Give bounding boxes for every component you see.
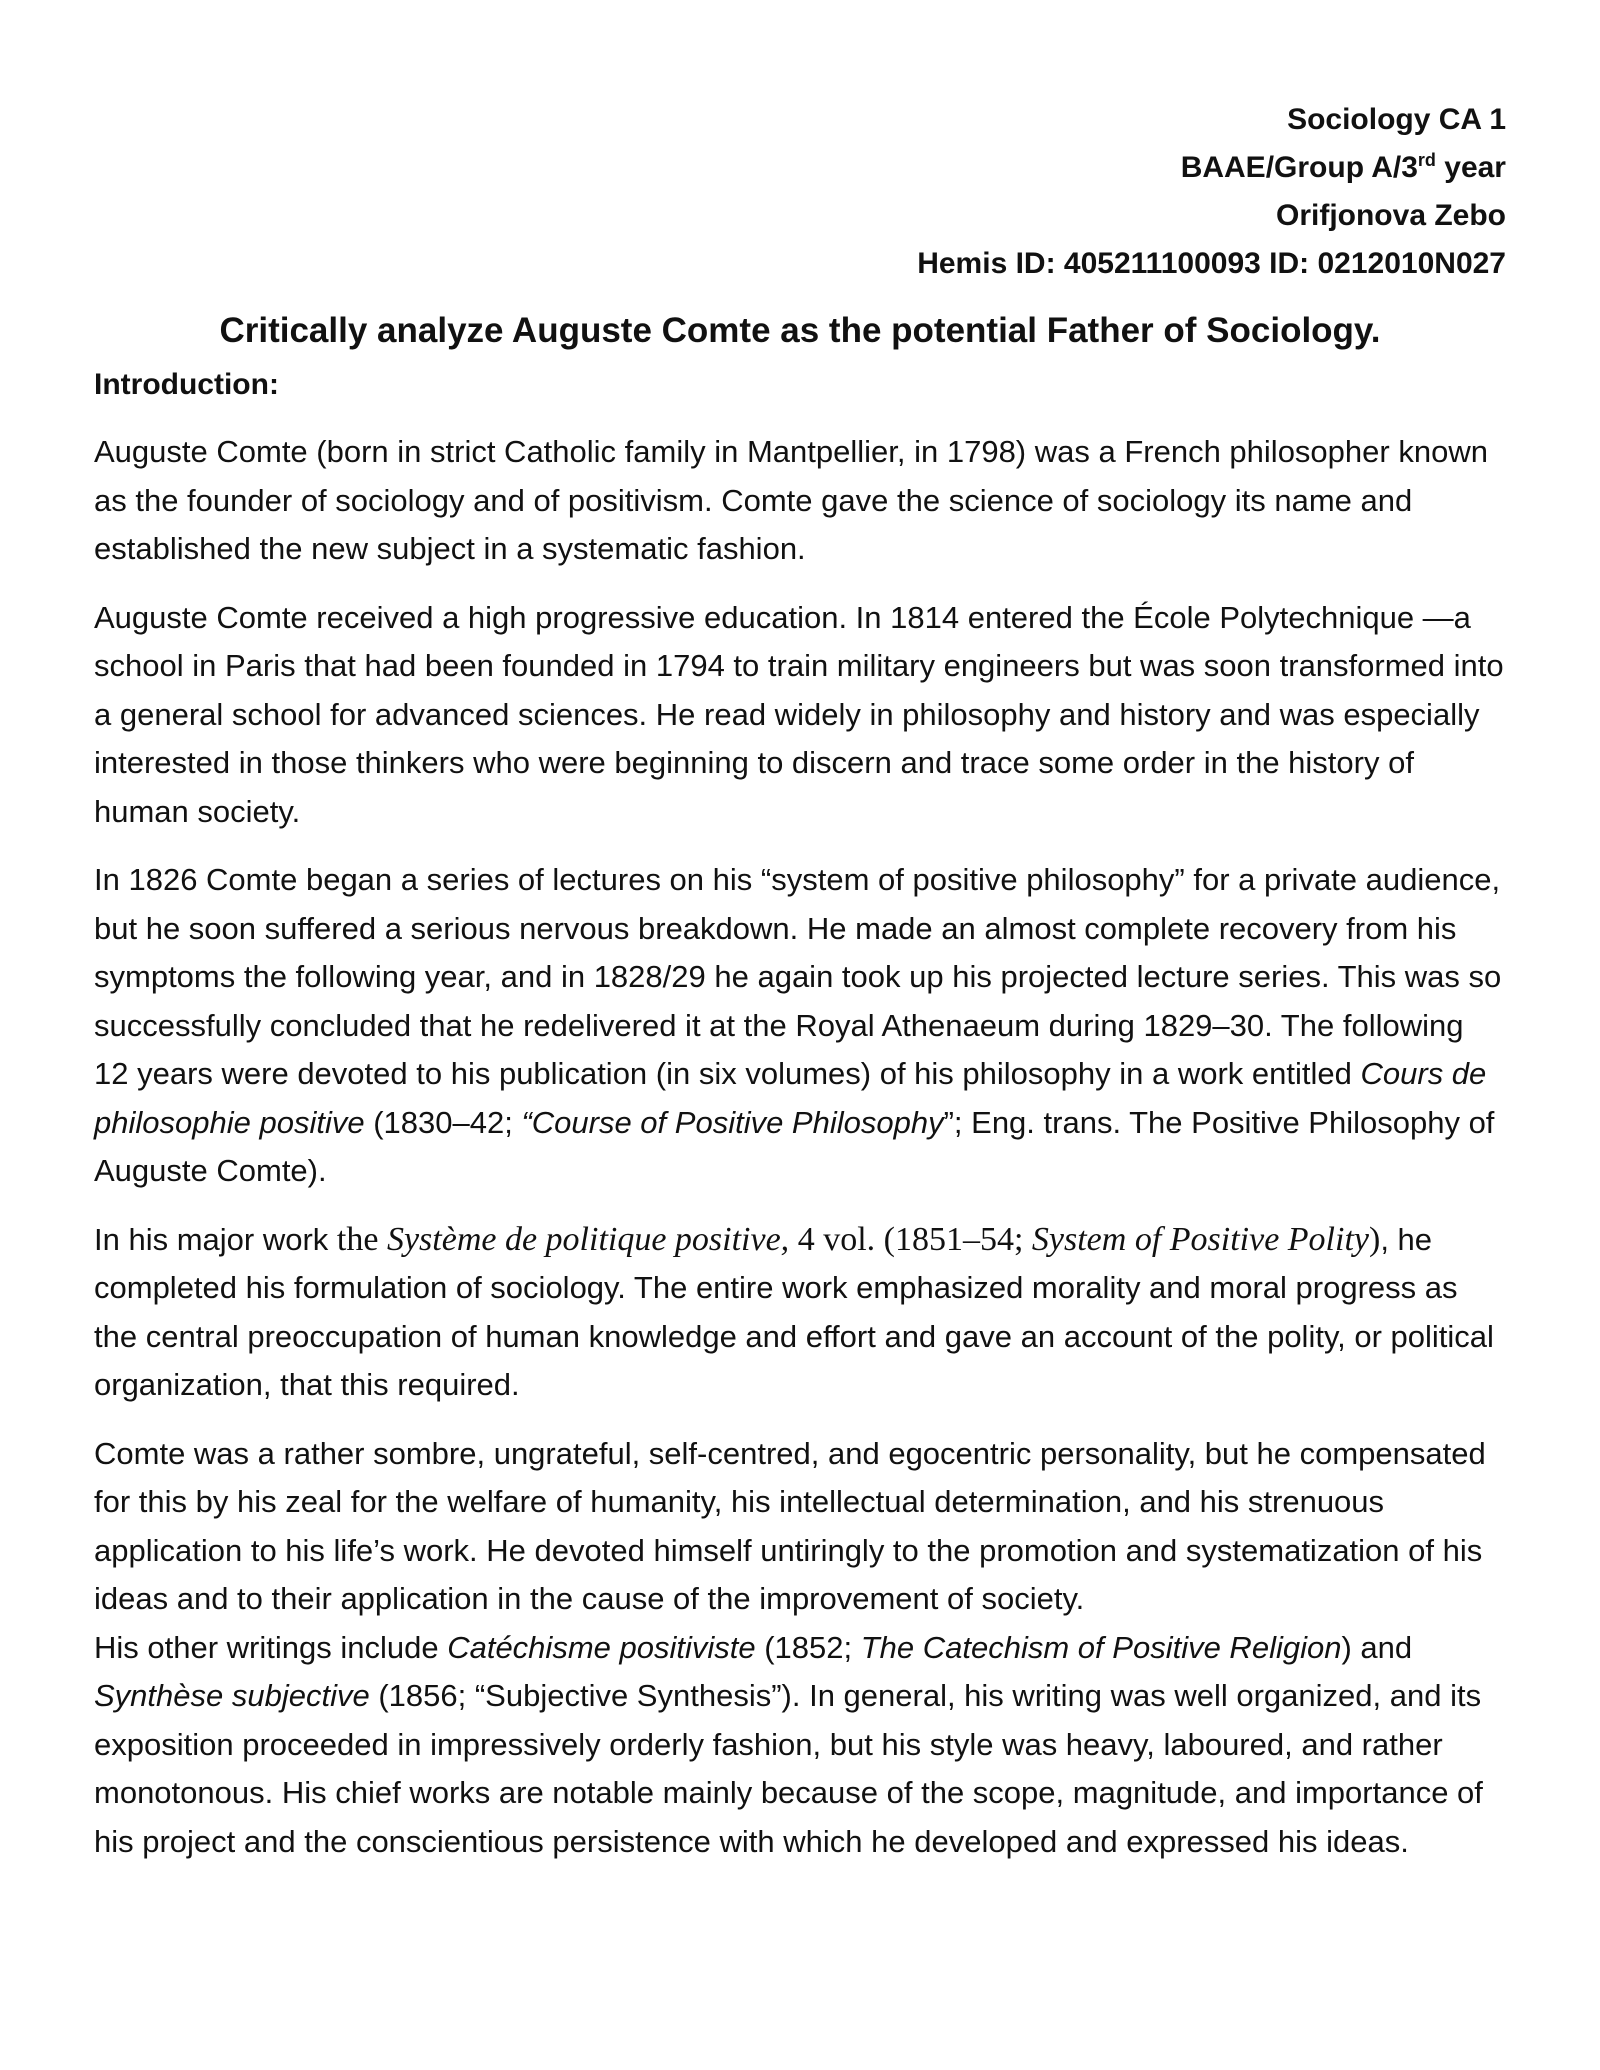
paragraph-2: Auguste Comte received a high progressive education. In 1814 entered the École Polytechnique —a school in Paris that had been founded in 1794 to train military engineers but was soon transformed into a general school for advanced sciences. He read widely in philosophy and history and was especially interested in those thinkers who were beginning to discern and trace some order in the history of human society.	[94, 599, 1504, 829]
course-title: Sociology CA 1	[1287, 103, 1506, 136]
introduction-heading: Introduction:	[94, 368, 279, 401]
group-info: BAAE/Group A/3rd year	[1180, 150, 1506, 184]
student-id: ID: 0212010N027	[1269, 247, 1506, 280]
paragraph-4: In his major work the Système de politique positive, 4 vol. (1851–54; System of Positive Polity), he completed his formulation of sociology. The entire work emphasized morality and moral progress as the central preoccupation of human knowledge and effort and gave an account of the polity, or political organization, that this required.	[94, 1220, 1494, 1402]
paragraph-5: Comte was a rather sombre, ungrateful, self-centred, and egocentric personality, but he compensated for this by his zeal for the welfare of humanity, his intellectual determination, and his strenuous application to his life’s work. He devoted himself untiringly to the promotion and systematization of his ideas and to their application in the cause of the improvement of society.	[94, 1435, 1486, 1616]
id-row	[917, 240, 1506, 288]
paragraph-6: His other writings include Catéchisme positiviste (1852; The Catechism of Positive Religion) and Synthèse subjective (1856; “Subjective Synthesis”). In general, his writing was well organized, and its exposition proceeded in impressively orderly fashion, but his style was heavy, laboured, and rather monotonous. His chief works are notable mainly because of the scope, magnitude, and importance of his project and the conscientious persistence with which he developed and expressed his ideas.	[94, 1629, 1483, 1859]
paragraph-3: In 1826 Comte began a series of lectures on his “system of positive philosophy” for a private audience, but he soon suffered a serious nervous breakdown. He made an almost complete recovery from his symptoms the following year, and in 1828/29 he again took up his projected lecture series. This was so successfully concluded that he redelivered it at the Royal Athenaeum during 1829–30. The following 12 years were devoted to his publication (in six volumes) of his philosophy in a work entitled Cours de philosophie positive (1830–42; “Course of Positive Philosophy”; Eng. trans. The Positive Philosophy of Auguste Comte).	[94, 862, 1502, 1188]
student-name: Orifjonova Zebo	[1275, 199, 1506, 232]
document-header	[917, 96, 1506, 288]
essay-title: Critically analyze Auguste Comte as the potential Father of Sociology.	[219, 311, 1381, 350]
paragraph-1: Auguste Comte (born in strict Catholic family in Mantpellier, in 1798) was a French philosopher known as the founder of sociology and of positivism. Comte gave the science of sociology its name and established the new subject in a systematic fashion.	[94, 434, 1488, 566]
hemis-id: Hemis ID: 405211100093	[917, 247, 1261, 280]
essay-body	[94, 428, 1506, 1886]
